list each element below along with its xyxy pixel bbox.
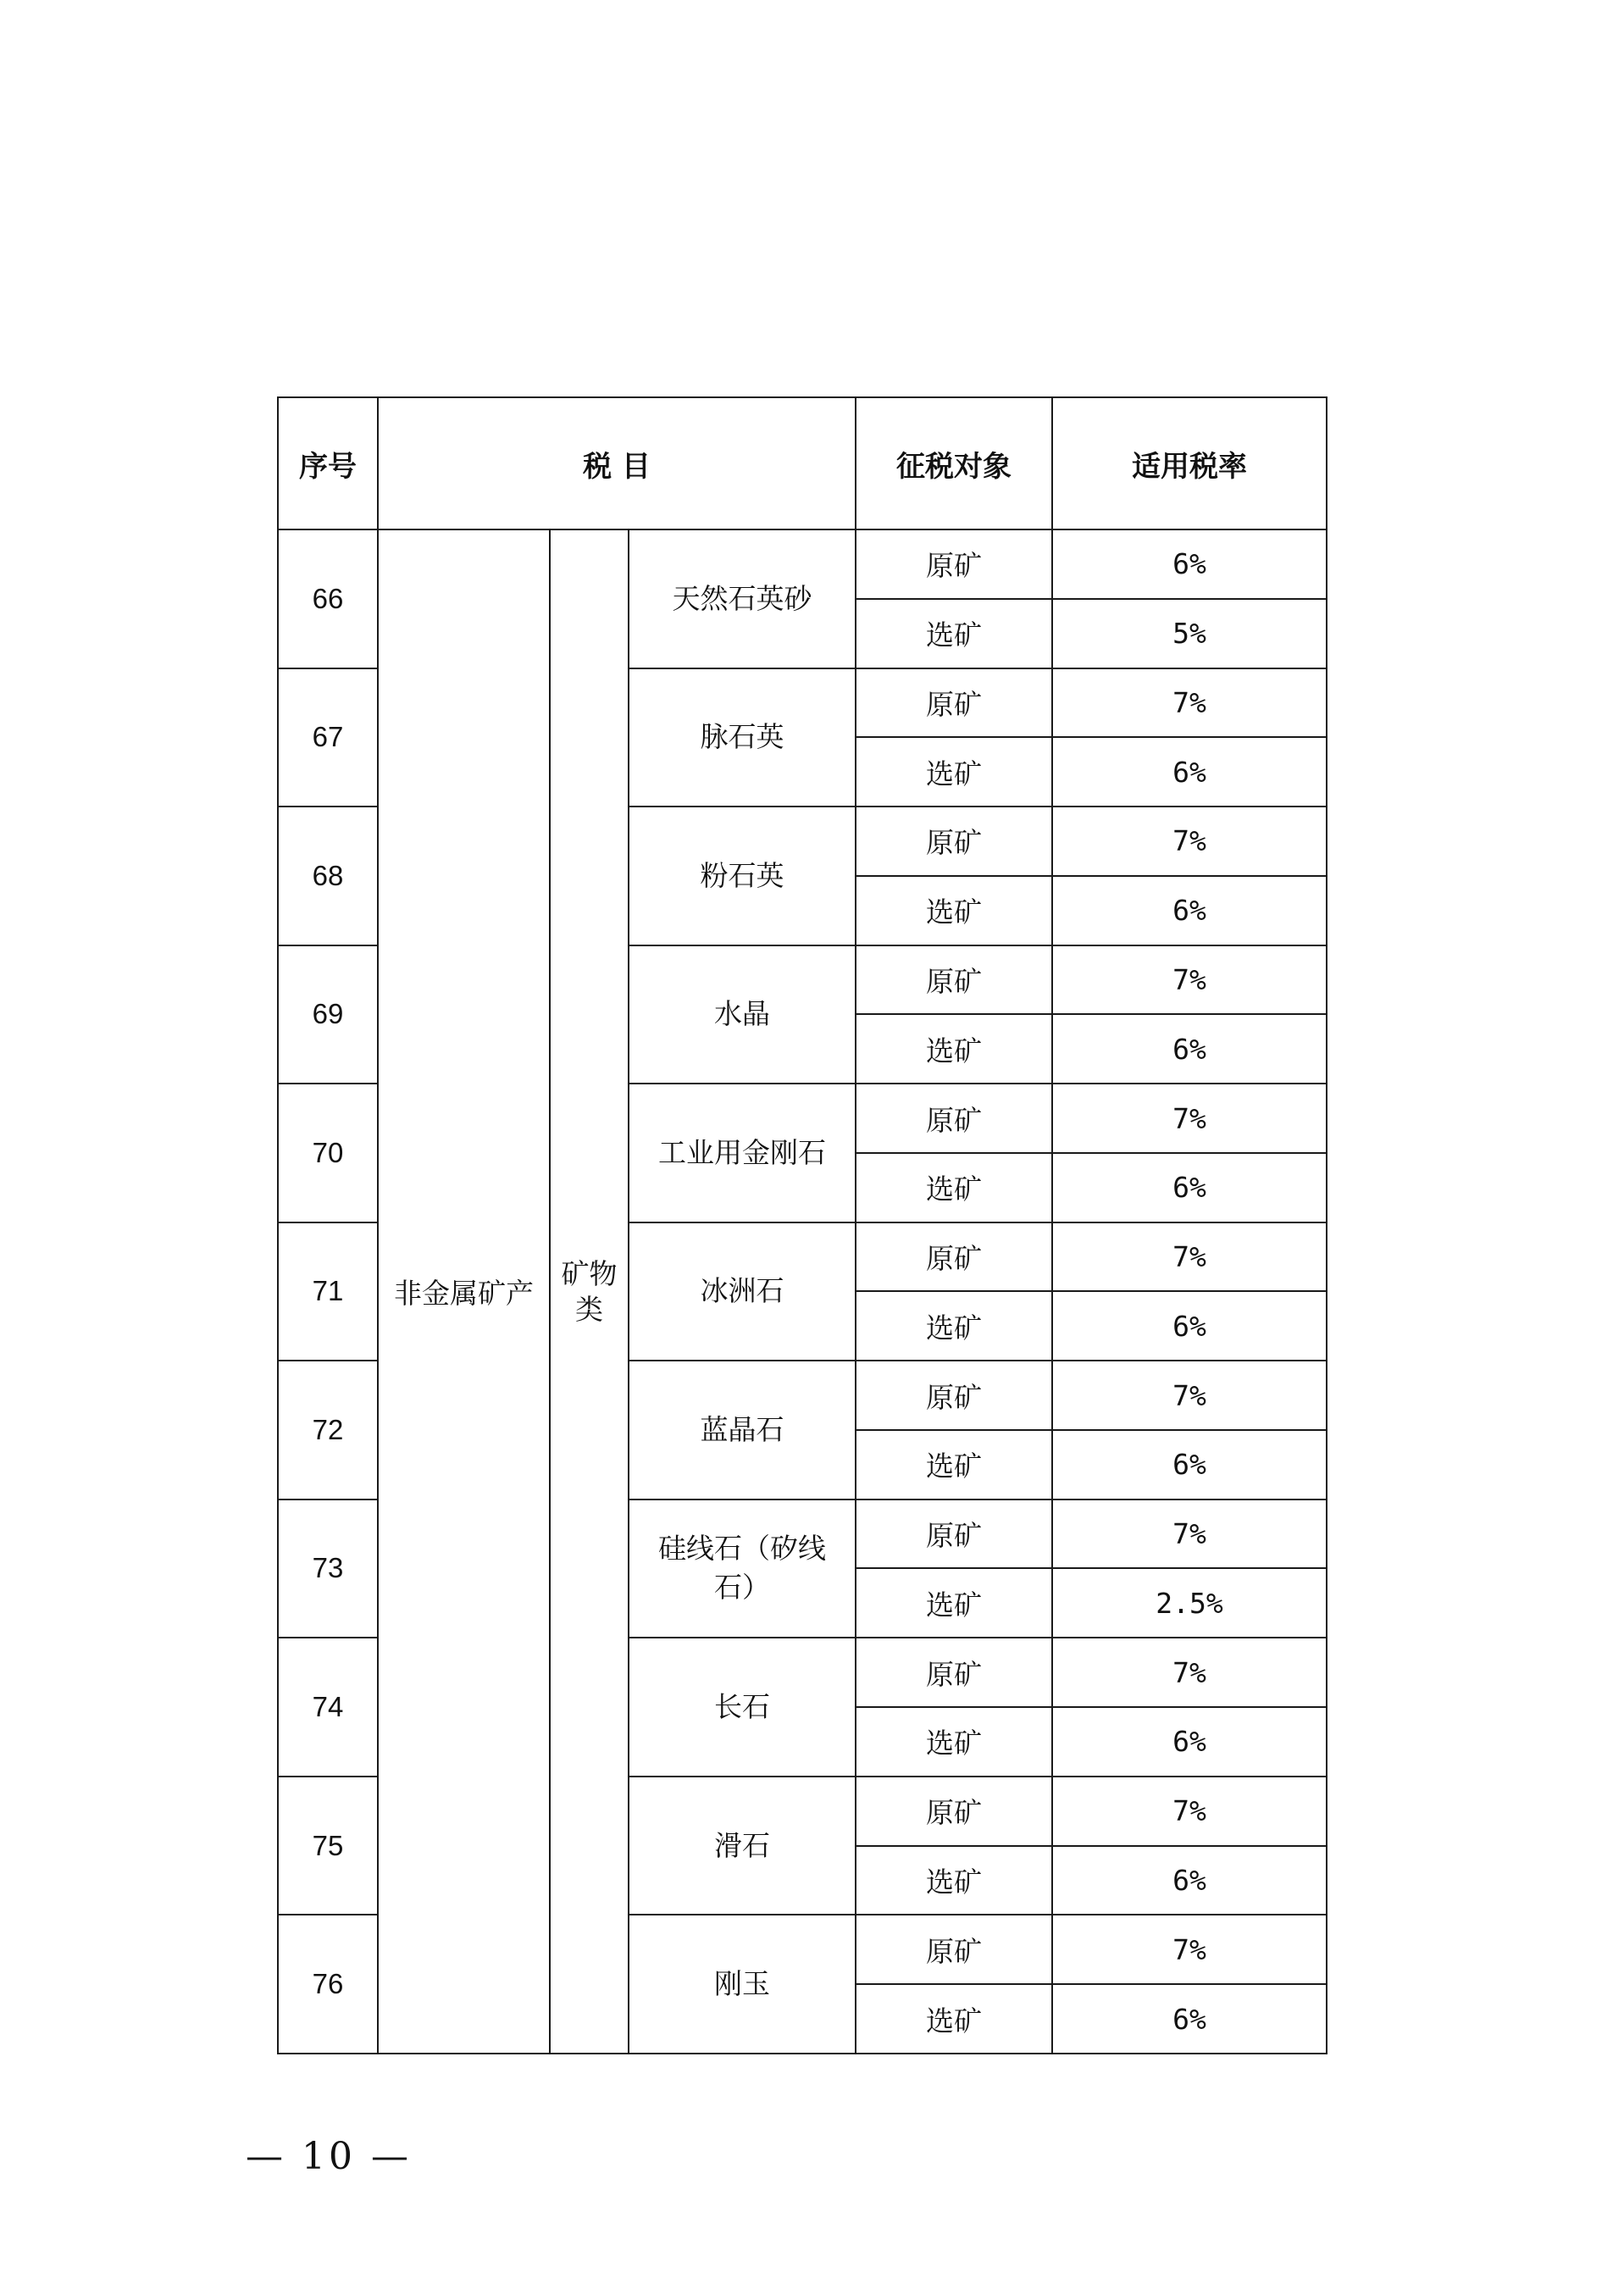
- object-cell: 选矿: [856, 1846, 1052, 1915]
- item-name-cell: [629, 1222, 856, 1361]
- table-row: [278, 529, 1327, 599]
- object-cell: 选矿: [856, 1430, 1052, 1500]
- seq-cell: 68: [278, 807, 378, 945]
- item-name-cell: [629, 807, 856, 945]
- rate-cell: 6%: [1052, 1430, 1327, 1500]
- seq-cell: 71: [278, 1222, 378, 1361]
- rate-cell: 6%: [1052, 1291, 1327, 1361]
- rate-cell: 7%: [1052, 1777, 1327, 1846]
- item-name-label: 粉石英: [700, 858, 784, 892]
- rate-cell: 7%: [1052, 1361, 1327, 1430]
- seq-cell: 66: [278, 529, 378, 668]
- header-rate: 适用税率: [1052, 397, 1327, 529]
- object-cell: 原矿: [856, 1500, 1052, 1569]
- subcategory-label: 矿物类: [561, 1256, 618, 1326]
- object-cell: 选矿: [856, 1568, 1052, 1638]
- rate-cell: 6%: [1052, 529, 1327, 599]
- object-cell: 原矿: [856, 668, 1052, 738]
- seq-cell: 70: [278, 1084, 378, 1222]
- item-name-cell: [629, 1638, 856, 1777]
- seq-cell: 73: [278, 1500, 378, 1638]
- object-cell: 原矿: [856, 1638, 1052, 1707]
- rate-cell: 6%: [1052, 1153, 1327, 1222]
- object-cell: 原矿: [856, 1915, 1052, 1984]
- item-name-label: 滑石: [714, 1828, 770, 1862]
- item-name-cell: [629, 945, 856, 1084]
- seq-cell: 74: [278, 1638, 378, 1777]
- rate-cell: 2.5%: [1052, 1568, 1327, 1638]
- object-cell: 选矿: [856, 1707, 1052, 1777]
- object-cell: 选矿: [856, 1153, 1052, 1222]
- object-cell: 原矿: [856, 1222, 1052, 1292]
- object-cell: 选矿: [856, 1014, 1052, 1084]
- rate-cell: 6%: [1052, 1846, 1327, 1915]
- object-cell: 原矿: [856, 1361, 1052, 1430]
- object-cell: 原矿: [856, 945, 1052, 1015]
- rate-cell: 6%: [1052, 1014, 1327, 1084]
- subcategory-cell: [550, 529, 629, 2054]
- item-name-cell: [629, 1084, 856, 1222]
- seq-cell: 67: [278, 668, 378, 807]
- rate-cell: 6%: [1052, 737, 1327, 807]
- item-name-cell: [629, 1500, 856, 1638]
- category-cell: 非金属矿产: [378, 529, 550, 2054]
- item-name-label: 脉石英: [700, 720, 784, 754]
- object-cell: 选矿: [856, 737, 1052, 807]
- item-name-cell: [629, 1777, 856, 1915]
- item-name-label: 天然石英砂: [672, 581, 812, 615]
- item-name-label: 长石: [714, 1690, 770, 1724]
- header-object: 征税对象: [856, 397, 1052, 529]
- tax-rate-table: [277, 396, 1327, 2054]
- rate-cell: 7%: [1052, 945, 1327, 1015]
- item-name-label: 冰洲石: [700, 1274, 784, 1308]
- rate-cell: 6%: [1052, 1984, 1327, 2054]
- rate-cell: 7%: [1052, 668, 1327, 738]
- rate-cell: 7%: [1052, 807, 1327, 876]
- item-name-cell: [629, 1915, 856, 2054]
- seq-cell: 76: [278, 1915, 378, 2054]
- item-name-cell: [629, 1361, 856, 1500]
- rate-cell: 7%: [1052, 1222, 1327, 1292]
- rate-cell: 7%: [1052, 1638, 1327, 1707]
- header-seq: 序号: [278, 397, 378, 529]
- item-name-label: 刚玉: [714, 1967, 770, 2001]
- object-cell: 选矿: [856, 599, 1052, 668]
- rate-cell: 7%: [1052, 1915, 1327, 1984]
- rate-cell: 6%: [1052, 1707, 1327, 1777]
- rate-cell: 6%: [1052, 876, 1327, 945]
- page-number: — 10 —: [246, 2135, 412, 2178]
- object-cell: 原矿: [856, 807, 1052, 876]
- rate-cell: 7%: [1052, 1500, 1327, 1569]
- rate-cell: 5%: [1052, 599, 1327, 668]
- table-header-row: [278, 397, 1327, 529]
- item-name-label: 硅线石（矽线石）: [658, 1532, 826, 1605]
- item-name-cell: [629, 668, 856, 807]
- header-item: 税 目: [378, 397, 856, 529]
- object-cell: 选矿: [856, 1984, 1052, 2054]
- item-name-label: 蓝晶石: [700, 1412, 784, 1446]
- object-cell: 原矿: [856, 1777, 1052, 1846]
- seq-cell: 69: [278, 945, 378, 1084]
- object-cell: 原矿: [856, 529, 1052, 599]
- object-cell: 选矿: [856, 1291, 1052, 1361]
- rate-cell: 7%: [1052, 1084, 1327, 1153]
- item-name-cell: [629, 529, 856, 668]
- seq-cell: 72: [278, 1361, 378, 1500]
- object-cell: 选矿: [856, 876, 1052, 945]
- object-cell: 原矿: [856, 1084, 1052, 1153]
- item-name-label: 水晶: [714, 997, 770, 1031]
- seq-cell: 75: [278, 1777, 378, 1915]
- item-name-label: 工业用金刚石: [658, 1135, 826, 1169]
